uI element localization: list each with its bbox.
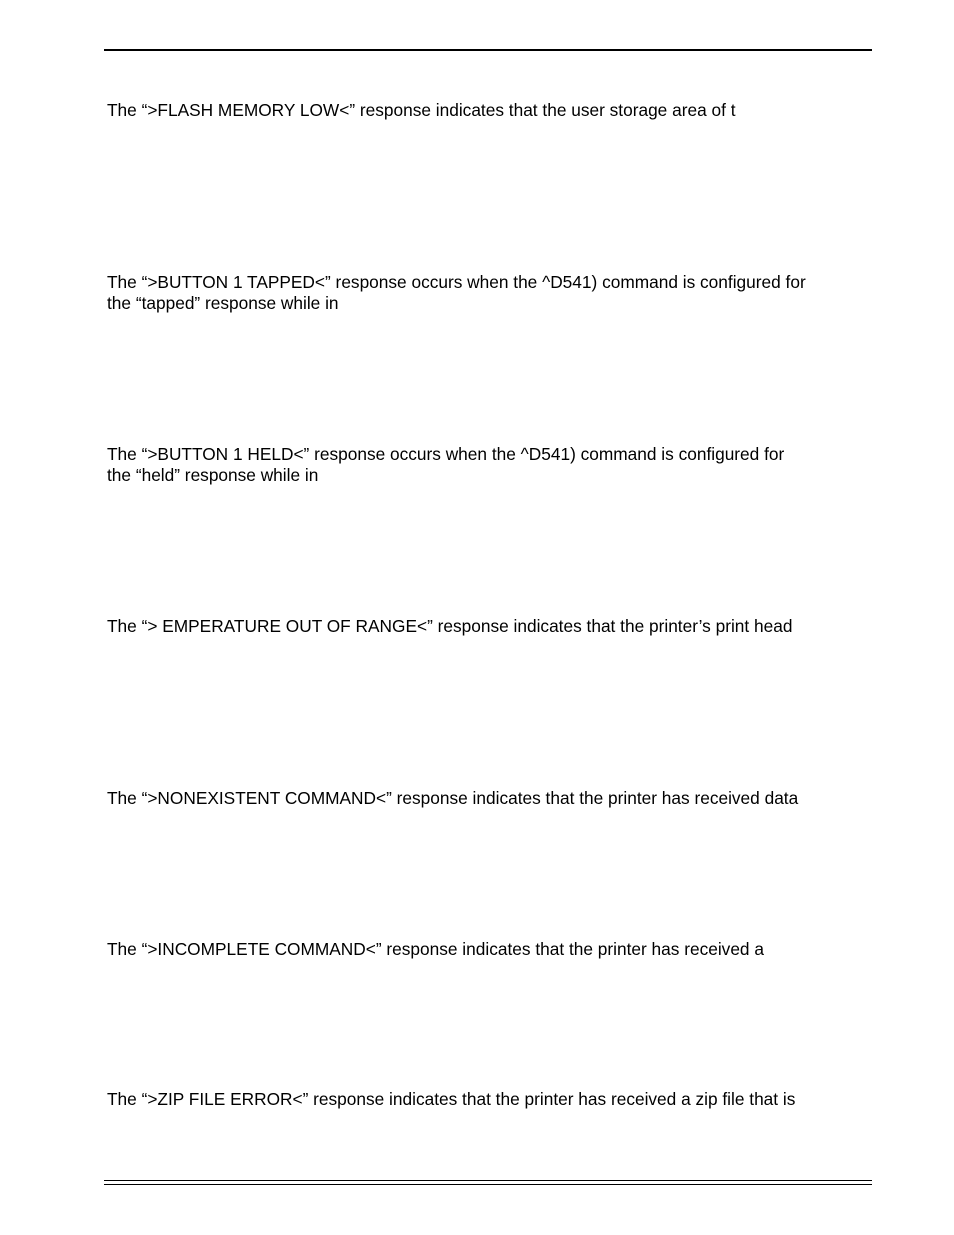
paragraph-line: The “>BUTTON 1 TAPPED<” response occurs when the ^D541) command is configured for xyxy=(107,272,806,292)
paragraph-incomplete-command xyxy=(107,939,872,960)
paragraph-button-1-tapped xyxy=(107,272,872,314)
paragraph-line: The “>ZIP FILE ERROR<” response indicates that the printer has received a zip file that is xyxy=(107,1089,796,1109)
paragraph-line: The “>INCOMPLETE COMMAND<” response indicates that the printer has received a xyxy=(107,939,764,959)
footer-rule xyxy=(104,1180,872,1185)
header-rule xyxy=(104,49,872,51)
paragraph-line: The “> EMPERATURE OUT OF RANGE<” response indicates that the printer’s print head xyxy=(107,616,793,636)
paragraph-temperature-out-of-range xyxy=(107,616,872,637)
paragraph-flash-memory-low xyxy=(107,100,872,121)
paragraph-line: The “>FLASH MEMORY LOW<” response indicates that the user storage area of t xyxy=(107,100,736,120)
paragraph-line: The “>NONEXISTENT COMMAND<” response indicates that the printer has received data xyxy=(107,788,799,808)
paragraph-line: The “>BUTTON 1 HELD<” response occurs when the ^D541) command is configured for xyxy=(107,444,785,464)
paragraph-button-1-held xyxy=(107,444,872,486)
paragraph-line: the “held” response while in xyxy=(107,465,319,485)
paragraph-line: the “tapped” response while in xyxy=(107,293,339,313)
paragraph-zip-file-error xyxy=(107,1089,872,1110)
paragraph-nonexistent-command xyxy=(107,788,872,809)
